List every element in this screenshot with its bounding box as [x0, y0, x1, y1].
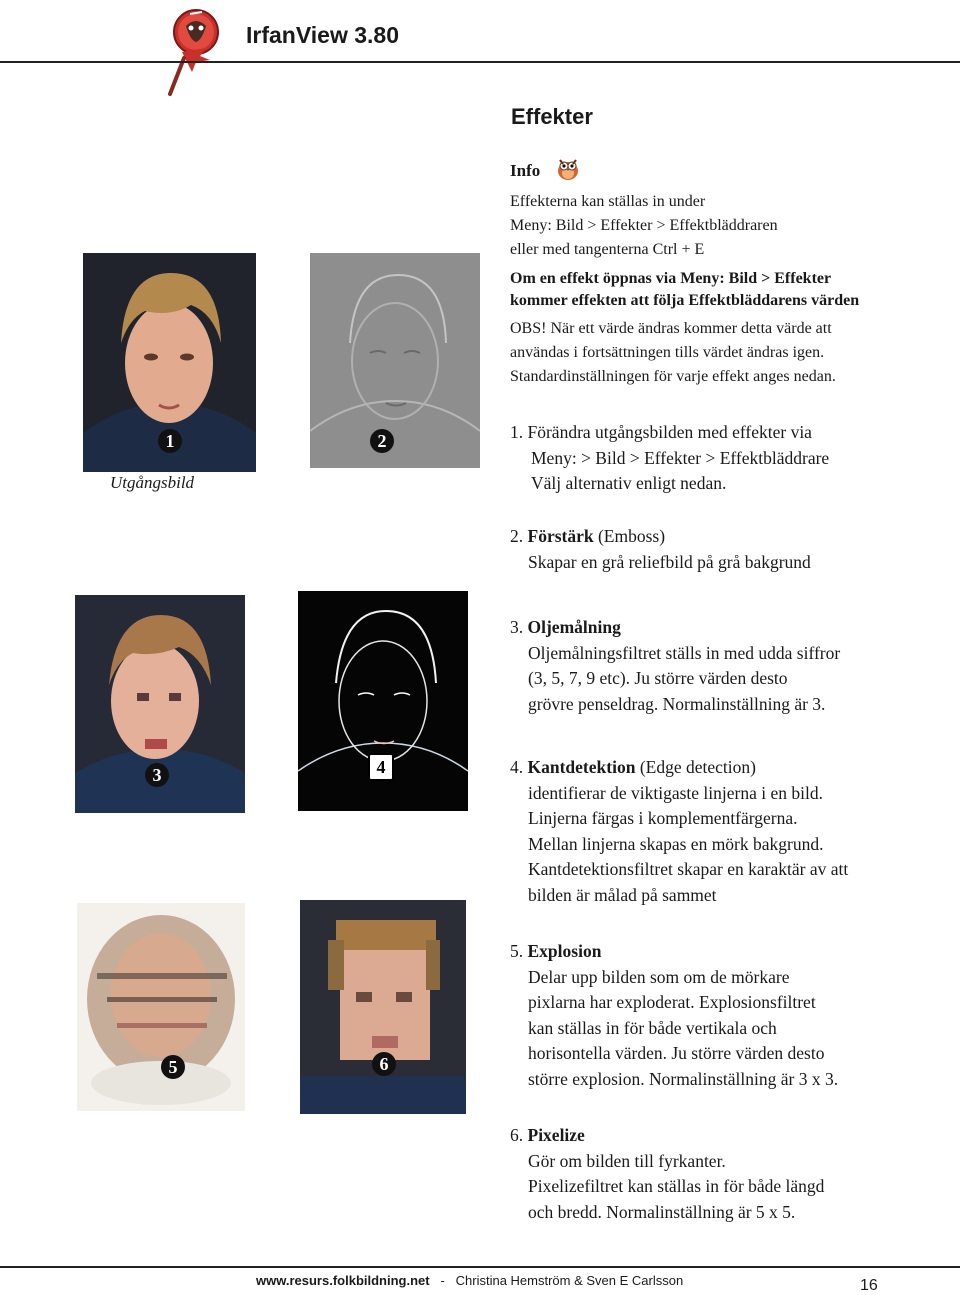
photo-badge: 5	[161, 1055, 185, 1079]
item-line: Välj alternativ enligt nedan.	[531, 473, 727, 493]
item-line: Gör om bilden till fyrkanter.	[528, 1150, 726, 1171]
info-bold-line: kommer effekten att följa Effektbläddarens värden	[510, 292, 860, 309]
obs-line: Standardinställningen för varje effekt anges nedan.	[510, 368, 836, 385]
obs-line: användas i fortsättningen tills värdet ändras igen.	[510, 344, 825, 361]
item-line: identifierar de viktigaste linjerna i en bild.	[528, 782, 823, 803]
item-line: Skapar en grå reliefbild på grå bakgrund	[528, 551, 811, 572]
obs-paragraph	[510, 317, 950, 389]
item-title-suffix: (Edge detection)	[635, 757, 756, 777]
photo-badge: 1	[158, 429, 182, 453]
item-title: Oljemålning	[527, 617, 621, 637]
item-number: 6.	[510, 1125, 524, 1145]
item-line: pixlarna har exploderat. Explosionsfiltret	[528, 992, 816, 1012]
item-title: Förstärk	[527, 526, 594, 546]
info-bold-line: Om en effekt öppnas via Meny: Bild > Effekter	[510, 270, 832, 287]
effect-item-1	[510, 420, 950, 497]
owl-icon	[554, 154, 582, 190]
footer-website-link[interactable]: www.resurs.folkbildning.net	[256, 1273, 430, 1288]
footer-authors: Christina Hemström & Sven E Carlsson	[455, 1273, 684, 1288]
header-title: IrfanView 3.80	[246, 22, 399, 48]
photo-badge: 6	[372, 1052, 396, 1076]
item-number: 3.	[510, 617, 524, 637]
effect-item-6	[510, 1123, 950, 1225]
item-title: Explosion	[527, 941, 602, 961]
effect-item-3	[510, 615, 950, 717]
footer-separator: -	[440, 1273, 445, 1288]
item-title-suffix: (Emboss)	[593, 526, 666, 546]
item-line: Oljemålningsfiltret ställs in med udda siffror	[528, 642, 841, 663]
item-line: horisontella värden. Ju större värden desto	[528, 1043, 825, 1063]
info-bold-paragraph	[510, 268, 950, 312]
item-line: Delar upp bilden som om de mörkare	[528, 966, 790, 987]
photo-original	[83, 253, 256, 472]
item-line: Linjerna färgas i komplementfärgerna.	[528, 808, 798, 828]
section-title: Effekter	[511, 104, 593, 129]
info-block	[510, 154, 950, 389]
photo-oil-paint	[75, 595, 245, 813]
photo-caption: Utgångsbild	[110, 473, 195, 492]
info-heading: Info	[510, 161, 541, 180]
footer-text	[256, 1273, 683, 1288]
item-line: Kantdetektionsfiltret skapar en karaktär av att	[528, 859, 849, 879]
item-line: Meny: > Bild > Effekter > Effektbläddrare	[531, 447, 830, 468]
item-line: grövre penseldrag. Normalinställning är 3.	[528, 693, 826, 714]
effect-item-4	[510, 755, 950, 908]
photo-pixelize	[300, 900, 466, 1114]
info-line: eller med tangenterna Ctrl + E	[510, 241, 705, 258]
photo-badge: 3	[145, 763, 169, 787]
item-number: 5.	[510, 941, 524, 961]
item-line: Pixelizefiltret kan ställas in för både längd	[528, 1176, 825, 1196]
photo-emboss	[310, 253, 480, 468]
item-line: (3, 5, 7, 9 etc). Ju större värden desto	[528, 668, 788, 688]
header-divider	[0, 61, 960, 63]
photo-badge: 4	[368, 753, 394, 781]
effect-item-5	[510, 939, 950, 1092]
item-line: Mellan linjerna skapas en mörk bakgrund.	[528, 833, 824, 854]
item-title: Pixelize	[527, 1125, 585, 1145]
irfanview-logo-icon	[160, 4, 224, 105]
item-number: 1.	[510, 422, 524, 442]
item-number: 4.	[510, 757, 524, 777]
item-number: 2.	[510, 526, 524, 546]
obs-line: OBS! När ett värde ändras kommer detta värde att	[510, 320, 832, 337]
item-line: kan ställas in för både vertikala och	[528, 1017, 777, 1038]
photo-explosion	[77, 903, 245, 1111]
item-line: Förändra utgångsbilden med effekter via	[527, 422, 812, 442]
footer-divider	[0, 1266, 960, 1268]
page-number: 16	[860, 1277, 878, 1294]
photo-badge: 2	[370, 429, 394, 453]
photo-edge-detection	[298, 591, 468, 811]
info-line: Effekterna kan ställas in under	[510, 193, 706, 210]
item-line: bilden är målad på sammet	[528, 884, 717, 905]
info-line: Meny: Bild > Effekter > Effektbläddraren	[510, 217, 778, 234]
item-title: Kantdetektion	[527, 757, 636, 777]
item-line: större explosion. Normalinställning är 3 x 3.	[528, 1068, 839, 1089]
item-line: och bredd. Normalinställning är 5 x 5.	[528, 1201, 796, 1222]
effect-item-2	[510, 524, 950, 575]
